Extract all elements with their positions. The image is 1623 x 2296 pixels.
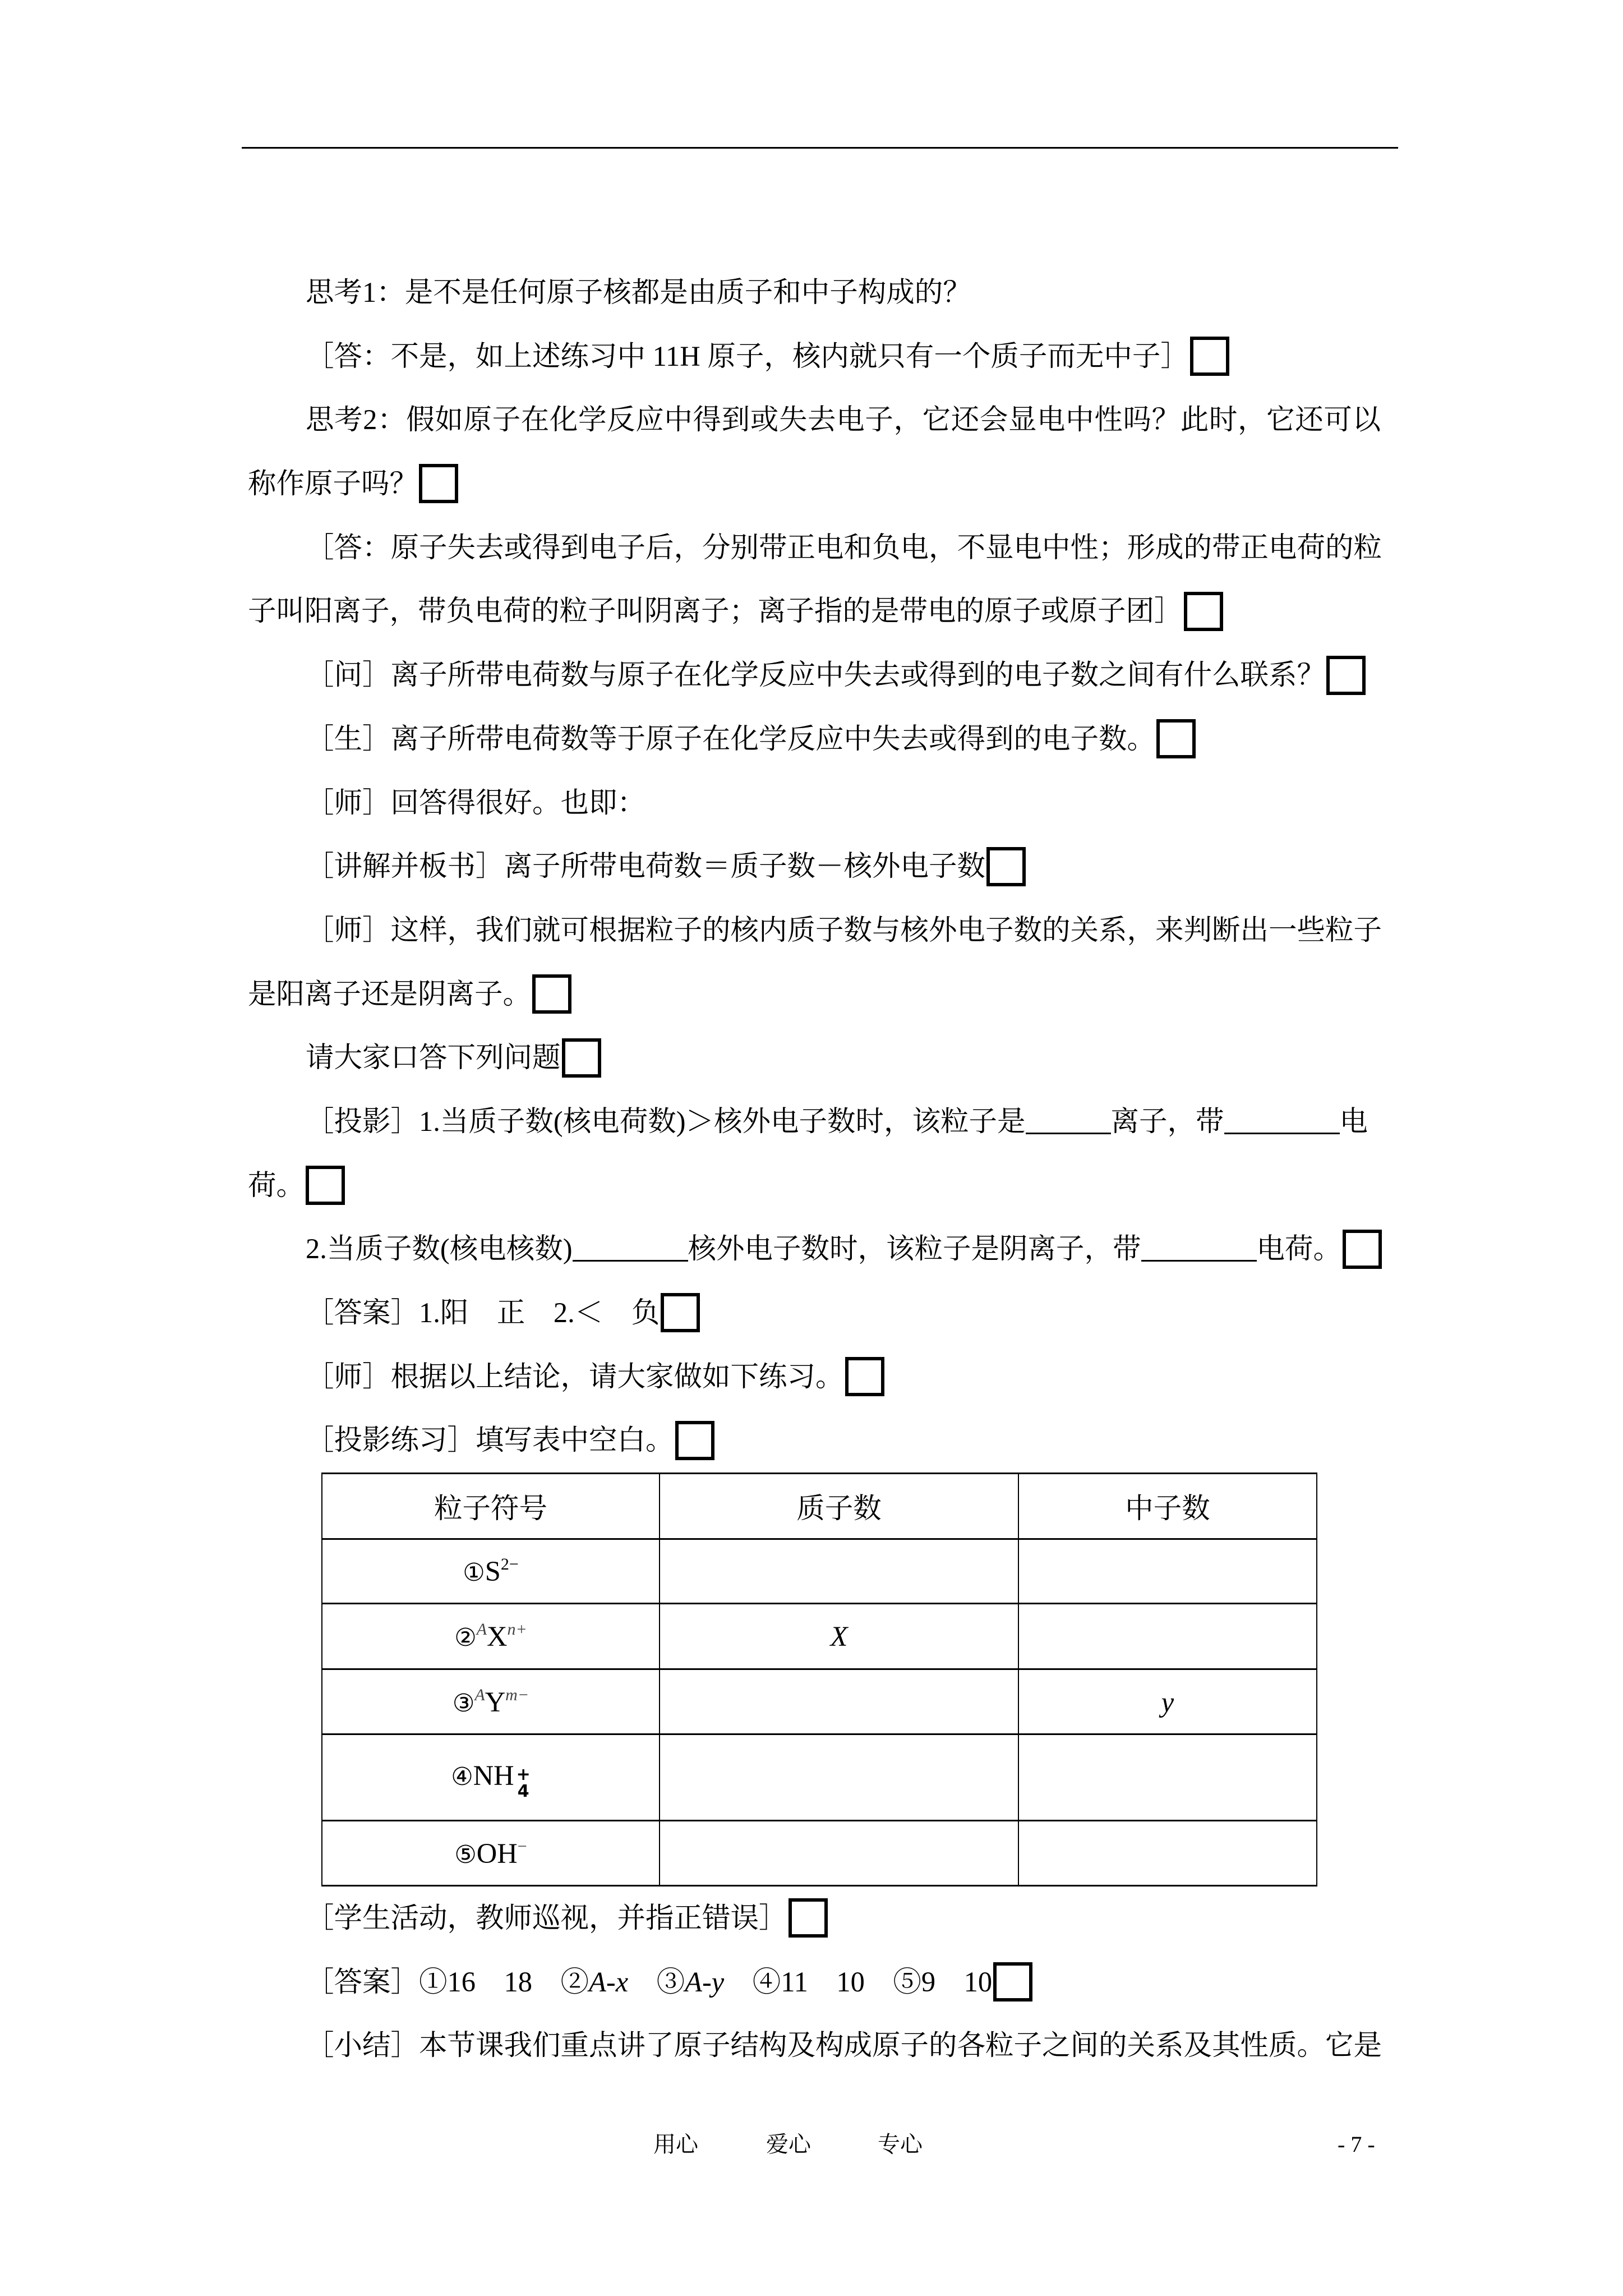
table-row xyxy=(322,1821,1317,1886)
line-text: 核外电子数时，该粒子是阴离子，带 xyxy=(688,1233,1141,1265)
line-text: ［投影练习］填写表中空白。 xyxy=(306,1424,674,1456)
line-text: - xyxy=(606,1966,616,1998)
protons-cell xyxy=(660,1734,1018,1821)
page-number: - 7 - xyxy=(1338,2132,1375,2157)
charge-superscript: m− xyxy=(505,1685,529,1704)
particle-symbol-cell xyxy=(322,1734,660,1821)
question-line-1 xyxy=(248,1090,1381,1154)
missing-glyph-box-icon xyxy=(993,1962,1032,2001)
footer-motto-1: 用心 xyxy=(653,2132,698,2157)
missing-glyph-box-icon xyxy=(1343,1230,1382,1269)
paragraph-line xyxy=(248,963,1381,1027)
header-rule xyxy=(242,147,1398,149)
footer-motto-2: 爱心 xyxy=(766,2132,811,2157)
missing-glyph-box-icon xyxy=(986,847,1026,886)
line-text: ［问］离子所带电荷数与原子在化学反应中失去或得到的电子数之间有什么联系？ xyxy=(306,659,1325,691)
paragraph-line xyxy=(248,1026,1381,1090)
charge-superscript: + xyxy=(516,1764,531,1784)
paragraph-line xyxy=(248,771,1381,835)
neutrons-cell xyxy=(1018,1604,1317,1669)
particle-symbol-cell xyxy=(322,1604,660,1669)
missing-glyph-box-icon xyxy=(1326,656,1366,695)
paragraph-line xyxy=(248,1345,1381,1409)
line-text: ［师］这样，我们就可根据粒子的核内质子数与核外电子数的关系，来判断出一些粒子 xyxy=(306,914,1382,946)
table-row xyxy=(322,1539,1317,1604)
column-header-protons: 质子数 xyxy=(660,1474,1018,1539)
line-text: ［学生活动，教师巡视，并指正错误］ xyxy=(306,1902,787,1934)
mass-number-presuperscript: A xyxy=(476,1620,487,1639)
table-row xyxy=(322,1734,1317,1821)
answer-line xyxy=(248,1950,1381,2014)
particle-symbol-cell xyxy=(322,1539,660,1604)
paragraph-line xyxy=(248,1154,1381,1218)
circled-number: ⑤ xyxy=(454,1840,477,1869)
missing-glyph-box-icon xyxy=(532,974,571,1014)
particle-symbol-cell xyxy=(322,1669,660,1734)
symbol-base: NH xyxy=(473,1760,514,1792)
table-row xyxy=(322,1604,1317,1669)
neutrons-cell: y xyxy=(1018,1669,1317,1734)
math-variable: x xyxy=(615,1966,629,1998)
math-variable: A xyxy=(589,1966,606,1998)
symbol-base: Y xyxy=(485,1686,506,1718)
line-text: 思考1：是不是任何原子核都是由质子和中子构成的？ xyxy=(306,277,971,308)
line-text: 思考2：假如原子在化学反应中得到或失去电子，它还会显电中性吗？此时，它还可以 xyxy=(306,404,1381,436)
atom-count-subscript: 4 xyxy=(517,1781,529,1801)
missing-glyph-box-icon xyxy=(661,1293,700,1332)
missing-glyph-box-icon xyxy=(675,1421,714,1460)
missing-glyph-box-icon xyxy=(1190,337,1229,376)
circled-number: ③ xyxy=(452,1688,475,1718)
fill-in-blank xyxy=(1224,1133,1340,1134)
line-text: 是阳离子还是阴离子。 xyxy=(248,978,531,1010)
paragraph-line xyxy=(248,835,1381,899)
fill-in-blank xyxy=(573,1260,688,1262)
line-text: 电 xyxy=(1339,1105,1368,1137)
line-text: 称作原子吗？ xyxy=(248,468,418,500)
paragraph-line xyxy=(248,1409,1381,1473)
paragraph-line xyxy=(248,1887,1381,1950)
mass-number-presuperscript: A xyxy=(474,1685,485,1704)
missing-glyph-box-icon xyxy=(1184,592,1223,631)
charge-superscript: − xyxy=(517,1837,527,1856)
line-text: ［投影］1.当质子数(核电荷数)＞核外电子数时，该粒子是 xyxy=(306,1105,1026,1137)
charge-superscript: n+ xyxy=(507,1620,527,1639)
missing-glyph-box-icon xyxy=(845,1357,884,1396)
missing-glyph-box-icon xyxy=(789,1898,828,1938)
paragraph-line xyxy=(248,261,1381,325)
particle-symbol xyxy=(451,1760,531,1801)
math-variable: y xyxy=(711,1966,725,1998)
line-text: ［师］根据以上结论，请大家做如下练习。 xyxy=(306,1360,844,1392)
paragraph-line xyxy=(248,2014,1381,2078)
line-text: ③ xyxy=(628,1966,685,1998)
charge-superscript: 2− xyxy=(500,1555,519,1573)
column-header-neutrons: 中子数 xyxy=(1018,1474,1317,1539)
paragraph-line xyxy=(248,325,1381,389)
neutrons-cell xyxy=(1018,1734,1317,1821)
missing-glyph-box-icon xyxy=(562,1038,601,1078)
line-text: 子叫阳离子，带负电荷的粒子叫阴离子；离子指的是带电的原子或原子团］ xyxy=(248,595,1183,627)
answer-line xyxy=(248,1281,1381,1345)
paragraph-line xyxy=(248,516,1381,580)
line-text: ［讲解并板书］离子所带电荷数＝质子数－核外电子数 xyxy=(306,850,985,882)
line-text: ［师］回答得很好。也即： xyxy=(306,786,645,818)
paragraph-line xyxy=(248,643,1381,707)
symbol-base: OH xyxy=(476,1837,518,1869)
neutrons-cell xyxy=(1018,1539,1317,1604)
line-text: ［答：原子失去或得到电子后，分别带正电和负电，不显电中性；形成的带正电荷的粒 xyxy=(306,531,1382,563)
table-row xyxy=(322,1669,1317,1734)
footer-motto-3: 专心 xyxy=(878,2132,923,2157)
protons-cell xyxy=(660,1539,1018,1604)
lesson-text-upper xyxy=(248,261,1381,1473)
line-text: ［生］离子所带电荷数等于原子在化学反应中失去或得到的电子数。 xyxy=(306,723,1155,754)
math-variable: A xyxy=(685,1966,702,1998)
protons-cell xyxy=(660,1669,1018,1734)
paragraph-line xyxy=(248,707,1381,771)
neutrons-cell xyxy=(1018,1821,1317,1886)
protons-cell: X xyxy=(660,1604,1018,1669)
column-header-symbol: 粒子符号 xyxy=(322,1474,660,1539)
particle-symbol xyxy=(463,1557,518,1586)
paragraph-line xyxy=(248,452,1381,516)
line-text: ［答案］①16 18 ② xyxy=(306,1966,589,1998)
paragraph-line xyxy=(248,899,1381,963)
particle-symbol xyxy=(454,1839,527,1868)
paragraph-line xyxy=(248,388,1381,452)
missing-glyph-box-icon xyxy=(1156,719,1196,758)
line-text: 离子，带 xyxy=(1110,1105,1224,1137)
particle-symbol xyxy=(454,1622,527,1651)
line-text: ［小结］本节课我们重点讲了原子结构及构成原子的各粒子之间的关系及其性质。它是 xyxy=(306,2030,1382,2062)
line-text: ④11 10 ⑤9 10 xyxy=(724,1966,993,1998)
fill-in-blank xyxy=(1026,1133,1111,1134)
particle-table xyxy=(321,1473,1317,1887)
symbol-base: S xyxy=(485,1556,501,1587)
circled-number: ① xyxy=(463,1558,485,1587)
charge-and-count-stack xyxy=(517,1766,531,1800)
symbol-base: X xyxy=(487,1621,508,1652)
line-text: ［答：不是，如上述练习中 11H 原子，核内就只有一个质子而无中子］ xyxy=(306,340,1189,372)
line-text: 电荷。 xyxy=(1256,1233,1342,1265)
particle-symbol xyxy=(452,1685,529,1718)
line-text: 请大家口答下列问题 xyxy=(306,1042,561,1074)
line-text: ［答案］1.阳 正 2.＜ 负 xyxy=(306,1297,660,1328)
question-line-2 xyxy=(248,1217,1381,1281)
table-header-row xyxy=(322,1474,1317,1539)
protons-cell xyxy=(660,1821,1018,1886)
paragraph-line xyxy=(248,579,1381,643)
missing-glyph-box-icon xyxy=(306,1166,345,1205)
line-text: - xyxy=(702,1966,712,1998)
circled-number: ② xyxy=(454,1623,477,1652)
line-text: 2.当质子数(核电核数) xyxy=(306,1233,573,1265)
line-text: 荷。 xyxy=(248,1169,305,1201)
missing-glyph-box-icon xyxy=(419,464,458,503)
fill-in-blank xyxy=(1141,1260,1257,1262)
lesson-text-lower xyxy=(248,1887,1381,2078)
circled-number: ④ xyxy=(451,1763,473,1792)
particle-symbol-cell xyxy=(322,1821,660,1886)
